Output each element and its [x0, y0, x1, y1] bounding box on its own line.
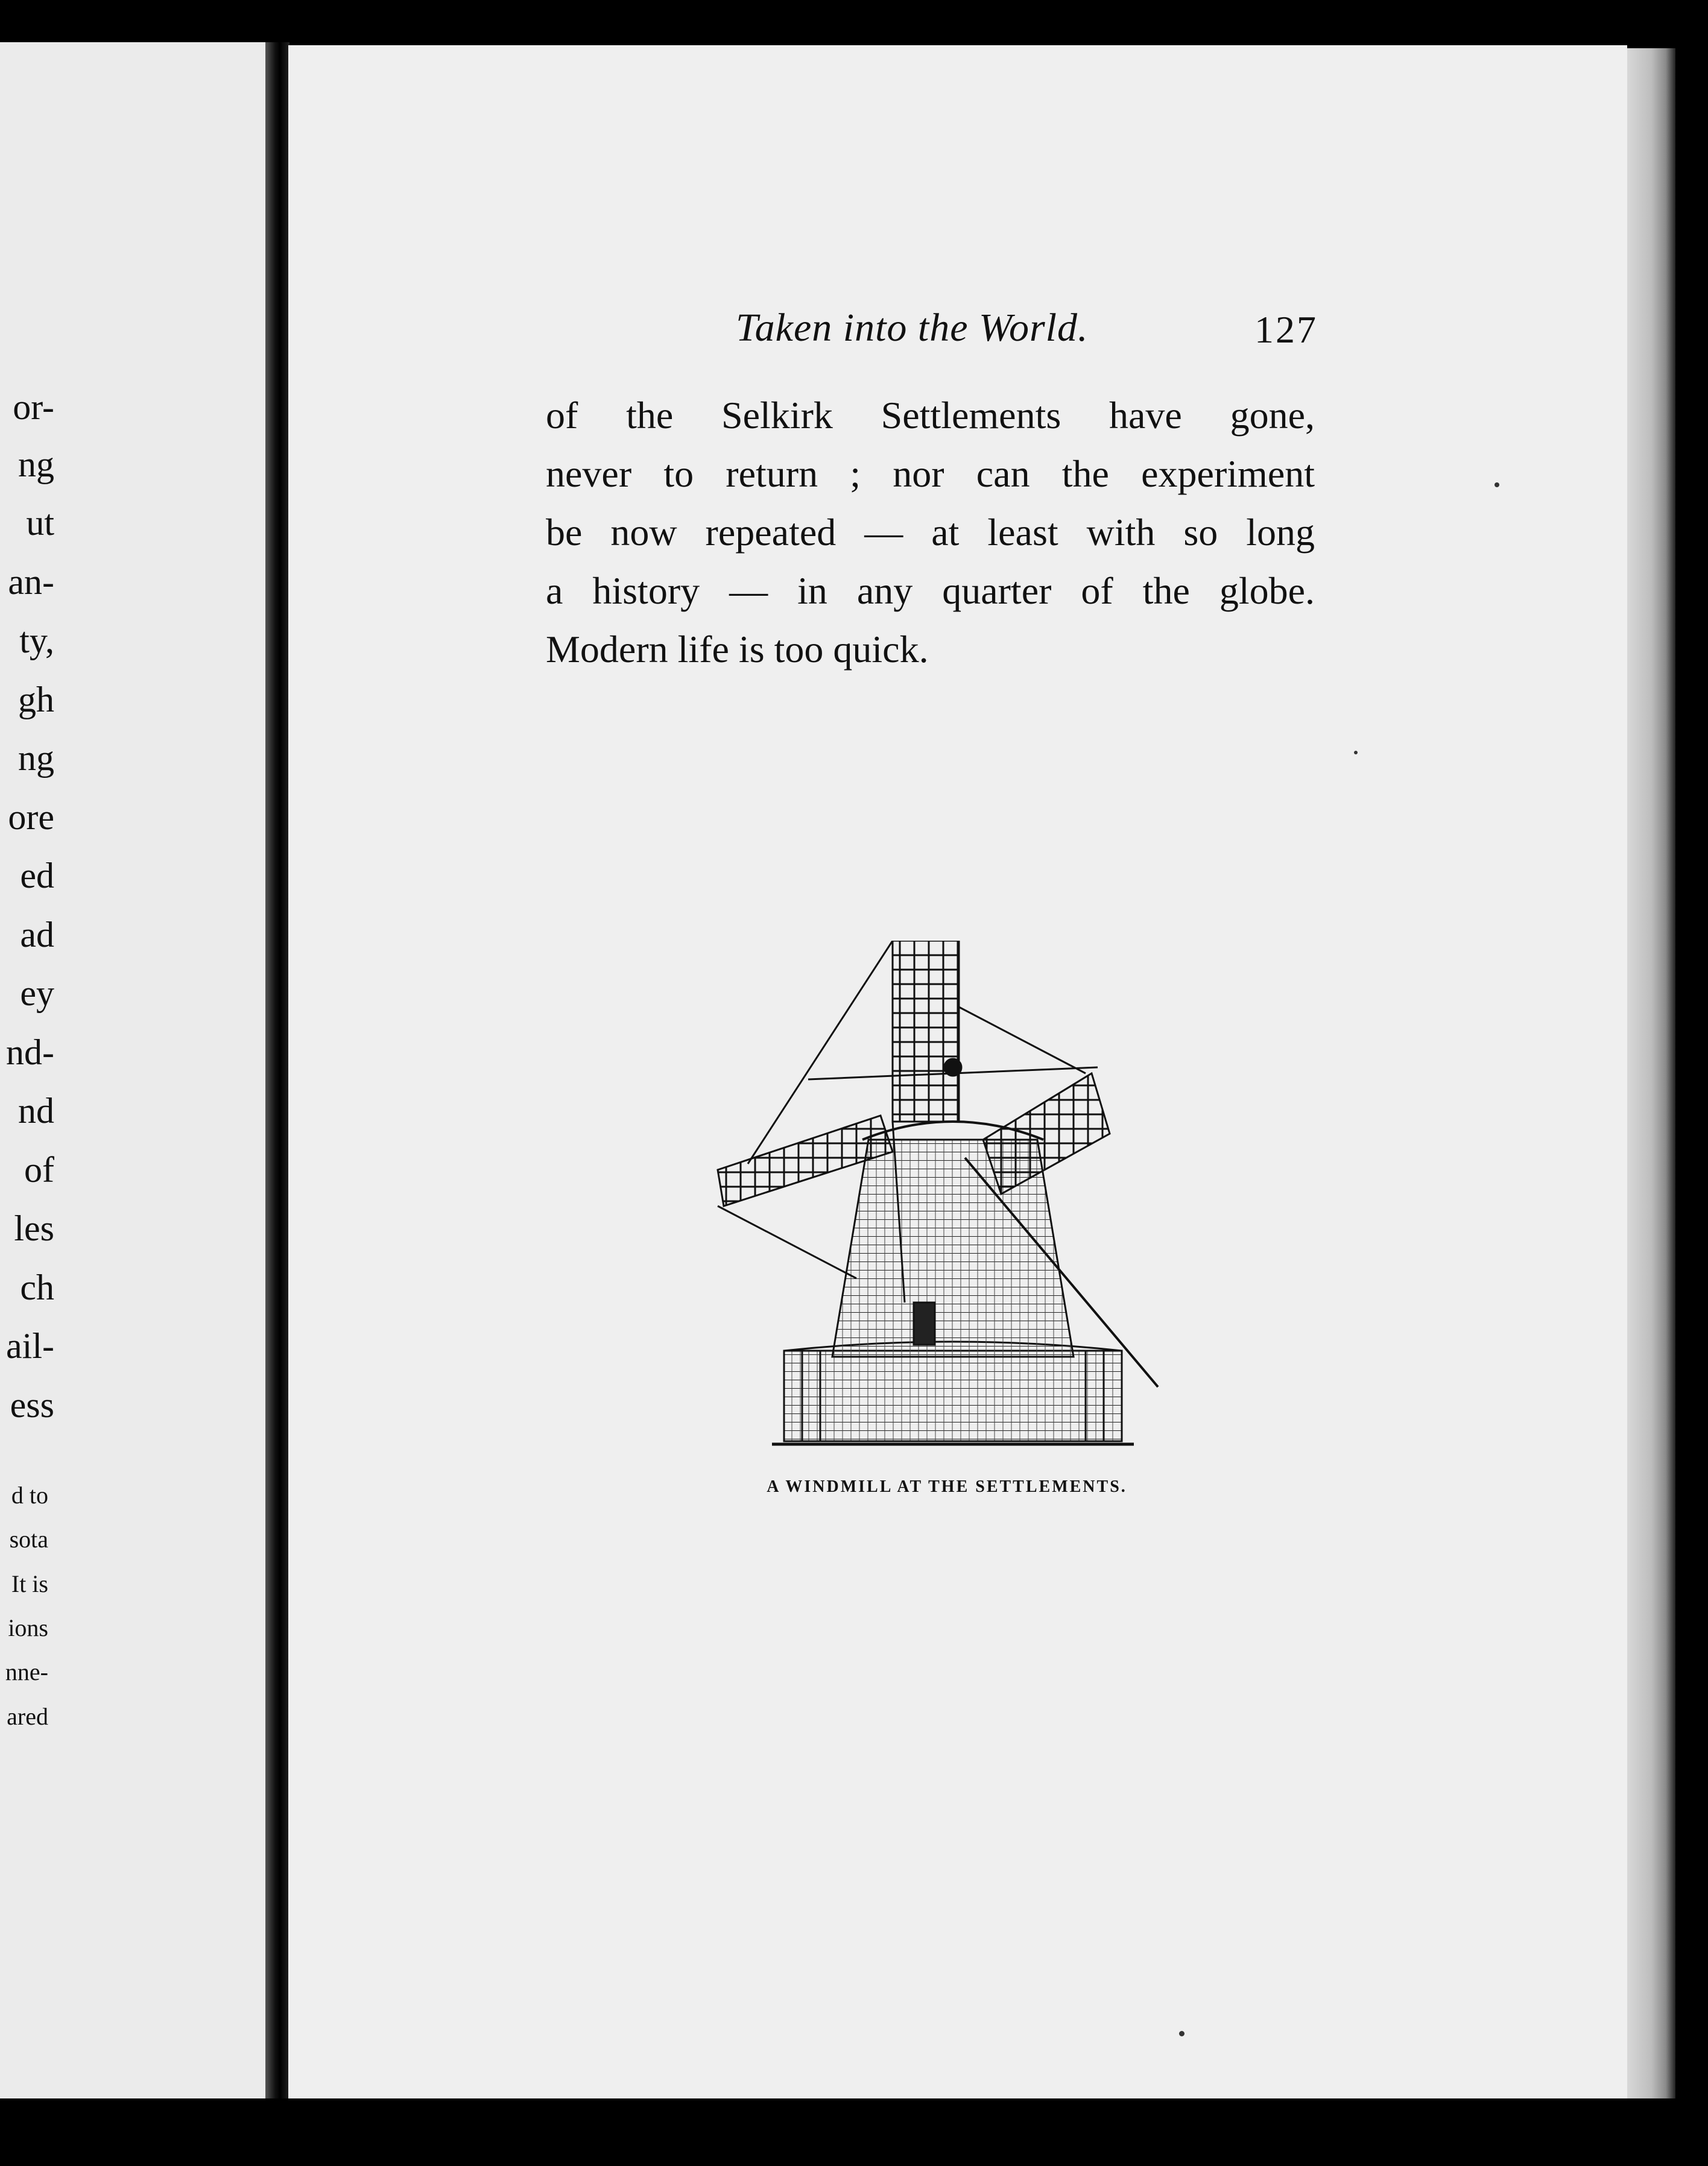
left-page-footnote-fragment: It is	[11, 1570, 48, 1597]
left-page-text-fragment: an-	[8, 562, 54, 602]
windmill-illustration	[712, 941, 1170, 1471]
left-page-footnote-fragment: nne-	[5, 1658, 48, 1685]
left-page-text-fragment: ng	[18, 444, 54, 484]
left-page-text-fragment: ad	[20, 915, 54, 955]
left-page-text-fragment: ed	[20, 856, 54, 895]
page-edge-stack	[1627, 48, 1675, 2098]
left-page-text-fragment: ey	[20, 973, 54, 1013]
left-page-footnote-fragment: ared	[7, 1703, 48, 1730]
left-page-text-fragment: nd	[18, 1091, 54, 1131]
left-page-footnote-fragment: ions	[8, 1614, 48, 1641]
left-page-text-fragment: ess	[10, 1385, 54, 1425]
left-page-text-fragment: nd-	[6, 1032, 54, 1072]
body-paragraph	[546, 386, 1315, 678]
paper-speck	[1494, 482, 1499, 487]
left-page-text-fragment: ut	[26, 503, 54, 543]
paper-speck	[1179, 2031, 1185, 2036]
facing-page-left	[0, 42, 265, 2098]
paper-speck	[1354, 751, 1358, 754]
body-line: be now repeated — at least with so long	[546, 511, 1315, 554]
running-head: Taken into the World.	[736, 306, 1089, 350]
left-page-text-fragment: ch	[20, 1268, 54, 1307]
left-page-text-fragment: ty,	[19, 620, 54, 660]
left-page-text-fragment: or-	[13, 387, 54, 427]
body-line: never to return ; nor can the experiment	[546, 452, 1315, 495]
body-line: of the Selkirk Settlements have gone,	[546, 394, 1315, 437]
left-page-footnote-fragment: d to	[11, 1482, 48, 1509]
body-line: Modern life is too quick.	[546, 628, 929, 671]
book-gutter	[265, 42, 289, 2098]
body-line: a history — in any quarter of the globe.	[546, 569, 1315, 612]
left-page-text-fragment: gh	[18, 680, 54, 719]
left-page-text-fragment: of	[24, 1150, 54, 1190]
left-page-text-fragment: ail-	[6, 1326, 54, 1366]
left-page-footnote-fragment: sota	[9, 1526, 48, 1553]
left-page-text-fragment: ore	[8, 797, 54, 837]
left-page-text-fragment: les	[14, 1208, 54, 1248]
left-page-text-fragment: ng	[18, 738, 54, 778]
page-number: 127	[1254, 308, 1318, 351]
illustration-caption: A WINDMILL AT THE SETTLEMENTS.	[767, 1477, 1127, 1496]
